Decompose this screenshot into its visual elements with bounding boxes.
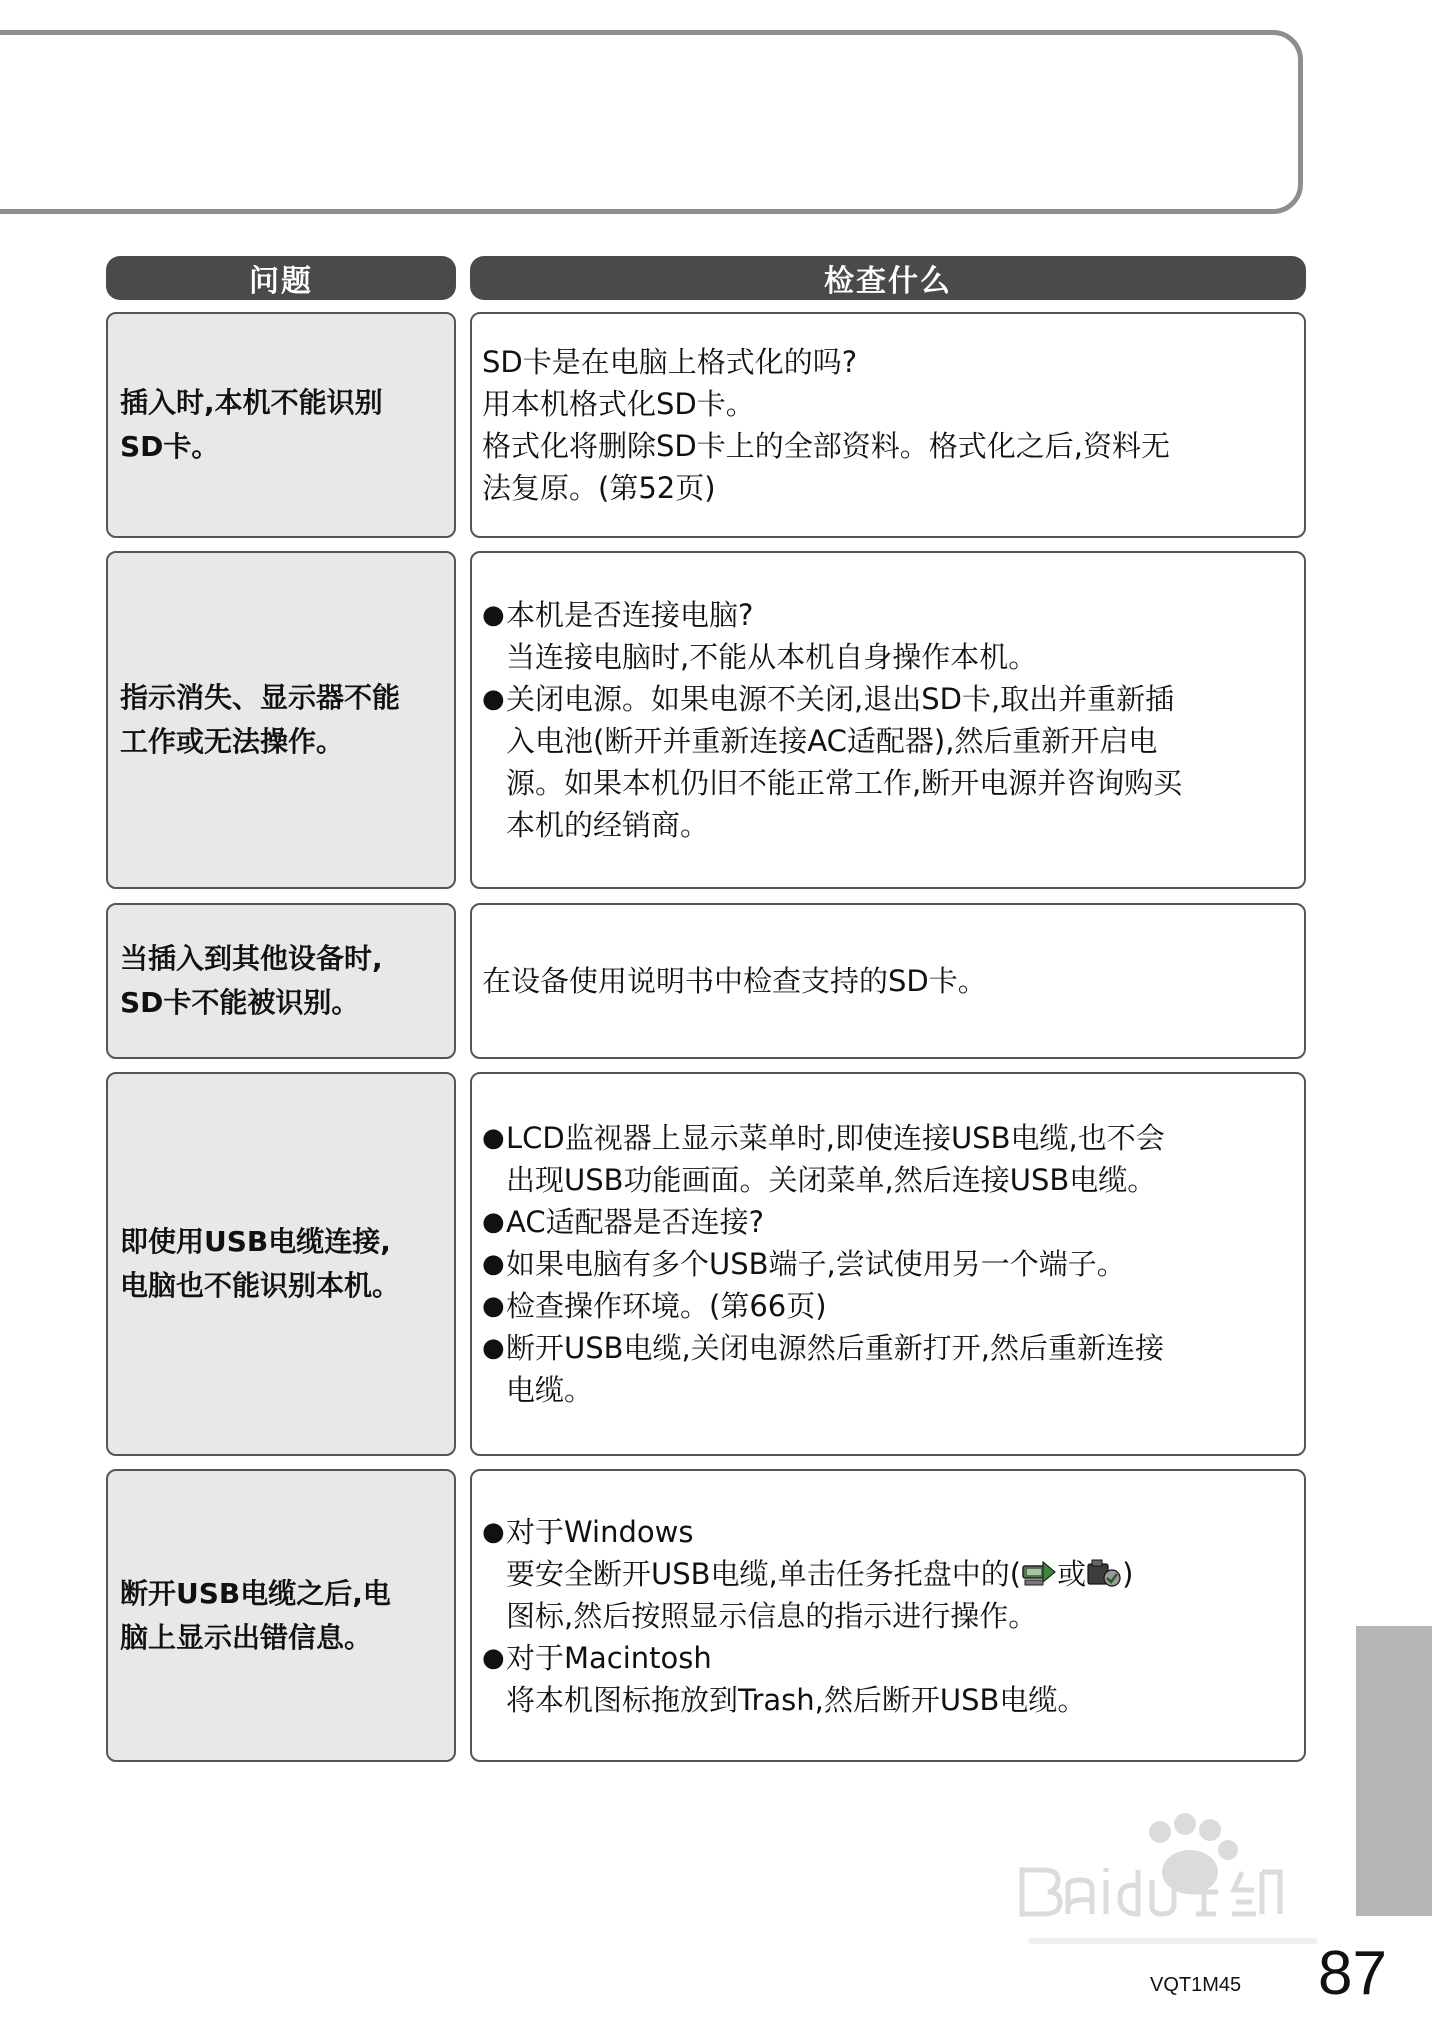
top-frame	[0, 30, 1303, 214]
bullet-item	[482, 594, 1292, 678]
page-number: 87	[1318, 1939, 1387, 2008]
bullet-icon: ●	[482, 1642, 505, 1673]
doc-code: VQT1M45	[1150, 1974, 1242, 1996]
problem-text: 断开USB电缆之后,电 脑上显示出错信息。	[120, 1576, 391, 1654]
problem-text: 指示消失、显示器不能 工作或无法操作。	[120, 681, 401, 758]
problem-cell	[106, 551, 456, 889]
header-problem: 问题	[106, 256, 456, 300]
problem-text: 当插入到其他设备时, SD卡不能被识别。	[120, 942, 383, 1019]
bullet-icon: ●	[482, 1333, 505, 1363]
answer-line: 法复原。(第52页)	[482, 471, 716, 505]
answer-line: 对于Windows	[506, 1514, 694, 1549]
answer-cell	[470, 1072, 1306, 1456]
bullet-icon: ●	[482, 1123, 505, 1153]
answer-text: 或	[1057, 1556, 1087, 1591]
bullet-icon: ●	[482, 1207, 505, 1237]
answer-line	[506, 1553, 1292, 1595]
watermark-logo	[1010, 1810, 1340, 1970]
bullet-icon: ●	[482, 684, 505, 714]
answer-line: 断开USB电缆,关闭电源然后重新打开,然后重新连接	[506, 1331, 1164, 1365]
side-tab	[1356, 1626, 1432, 1916]
table-row	[0, 1469, 1432, 1762]
answer-line: 入电池(断开并重新连接AC适配器),然后重新开启电	[506, 724, 1158, 758]
camera-disconnect-icon	[1086, 1558, 1122, 1588]
bullet-item	[482, 1243, 1292, 1285]
bullet-item	[482, 1511, 1292, 1637]
answer-line: 源。如果本机仍旧不能正常工作,断开电源并咨询购买	[506, 766, 1183, 800]
table-row	[0, 1072, 1432, 1456]
bullet-item	[482, 1201, 1292, 1243]
bullet-icon: ●	[482, 1291, 505, 1321]
answer-line: SD卡是在电脑上格式化的吗?	[482, 345, 858, 379]
answer-line: 对于Macintosh	[506, 1640, 712, 1675]
table-row	[0, 551, 1432, 889]
problem-cell	[106, 1469, 456, 1762]
answer-line: 本机是否连接电脑?	[506, 598, 754, 632]
header-check: 检查什么	[470, 256, 1306, 300]
answer-cell	[470, 903, 1306, 1059]
problem-cell	[106, 312, 456, 538]
answer-line: 图标,然后按照显示信息的指示进行操作。	[506, 1598, 1038, 1633]
problem-text: 插入时,本机不能识别 SD卡。	[120, 386, 383, 463]
answer-line: 本机的经销商。	[506, 808, 710, 842]
bullet-item	[482, 1637, 1292, 1721]
answer-line: AC适配器是否连接?	[506, 1205, 764, 1239]
answer-line: 出现USB功能画面。关闭菜单,然后连接USB电缆。	[506, 1163, 1157, 1197]
answer-line: 关闭电源。如果电源不关闭,退出SD卡,取出并重新插	[506, 682, 1175, 716]
bullet-item	[482, 1327, 1292, 1411]
table-row	[0, 312, 1432, 538]
bullet-item	[482, 678, 1292, 846]
bullet-icon: ●	[482, 1516, 505, 1547]
table-row	[0, 903, 1432, 1059]
problem-cell	[106, 903, 456, 1059]
answer-text: 要安全断开USB电缆,单击任务托盘中的(	[506, 1556, 1022, 1591]
answer-text: )	[1122, 1556, 1134, 1591]
bullet-item	[482, 1285, 1292, 1327]
answer-cell	[470, 312, 1306, 538]
answer-line: 电缆。	[506, 1373, 594, 1407]
bullet-item	[482, 1117, 1292, 1201]
problem-cell	[106, 1072, 456, 1456]
answer-line: 格式化将删除SD卡上的全部资料。格式化之后,资料无	[482, 429, 1170, 463]
answer-cell	[470, 1469, 1306, 1762]
answer-line: 用本机格式化SD卡。	[482, 387, 755, 421]
answer-cell	[470, 551, 1306, 889]
bullet-icon: ●	[482, 600, 505, 630]
usb-safe-remove-icon	[1021, 1558, 1057, 1588]
bullet-icon: ●	[482, 1249, 505, 1279]
answer-line: 检查操作环境。(第66页)	[506, 1289, 827, 1323]
answer-line: LCD监视器上显示菜单时,即使连接USB电缆,也不会	[506, 1121, 1165, 1155]
problem-text: 即使用USB电缆连接, 电脑也不能识别本机。	[120, 1225, 401, 1302]
answer-line: 将本机图标拖放到Trash,然后断开USB电缆。	[506, 1682, 1087, 1717]
answer-line: 如果电脑有多个USB端子,尝试使用另一个端子。	[506, 1247, 1126, 1281]
answer-line: 在设备使用说明书中检查支持的SD卡。	[482, 964, 987, 998]
answer-line: 当连接电脑时,不能从本机自身操作本机。	[506, 640, 1038, 674]
